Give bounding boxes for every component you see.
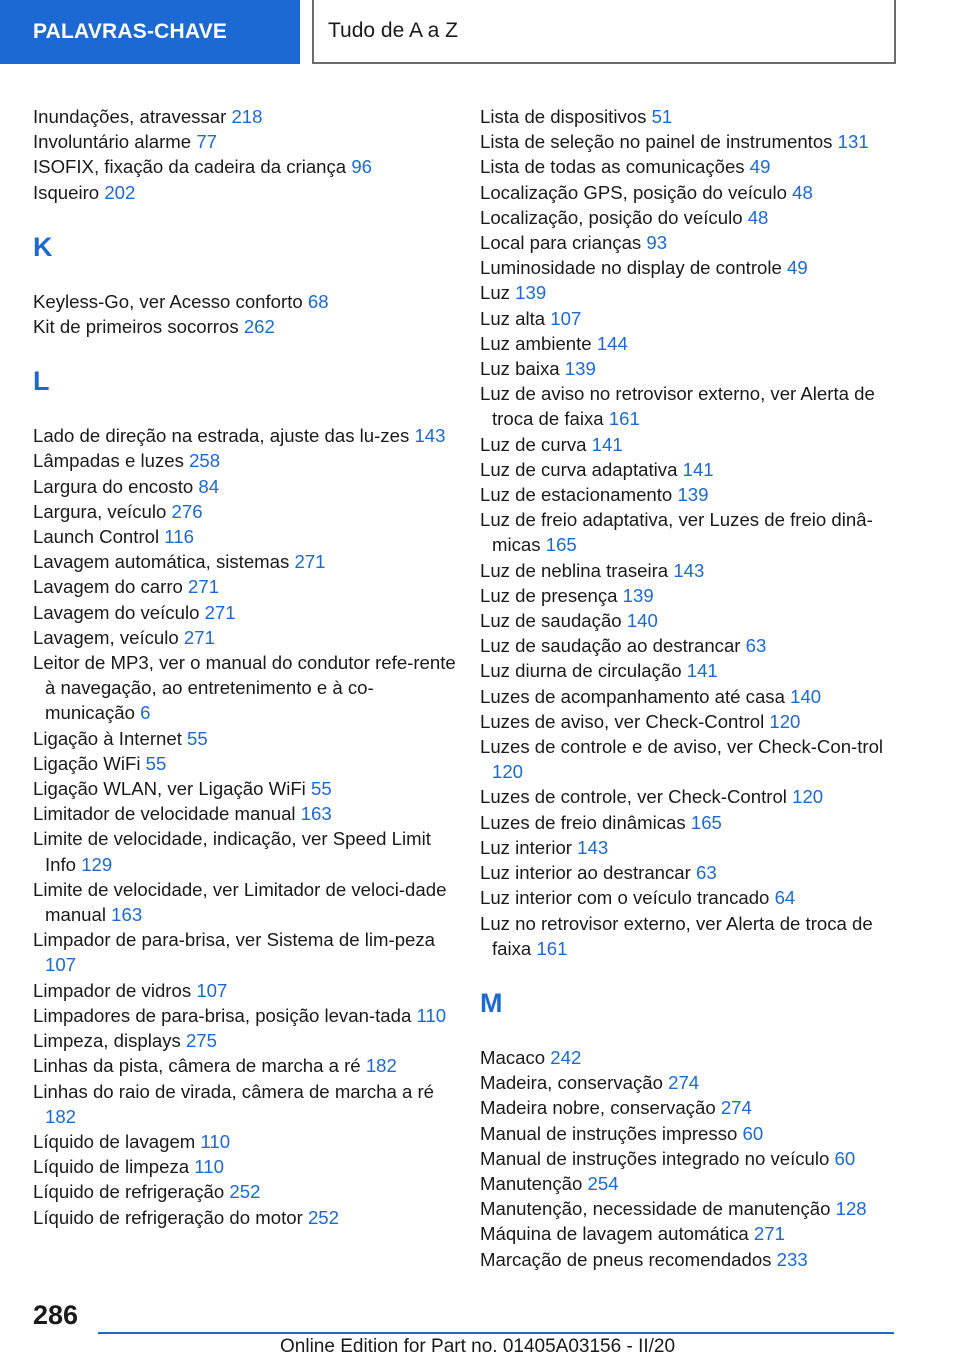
index-page-link[interactable]: 252	[229, 1181, 261, 1203]
index-page-link[interactable]: 165	[545, 534, 577, 556]
index-entry-text: Luz de saudação ao destrancar	[480, 635, 741, 657]
index-entry-text: Limite de velocidade, indicação, ver Speed Limit Info	[33, 828, 431, 875]
index-page-link[interactable]: 143	[577, 836, 609, 858]
index-entry	[480, 658, 890, 683]
index-entry	[33, 625, 463, 650]
index-page-link[interactable]: 110	[416, 1004, 447, 1026]
index-entry	[480, 381, 890, 431]
index-entry	[33, 448, 463, 473]
index-page-link[interactable]: 161	[608, 408, 640, 430]
index-page-link[interactable]: 262	[243, 316, 275, 338]
index-entry-text: Luz interior ao destrancar	[480, 862, 691, 884]
index-entry-text: Lâmpadas e luzes	[33, 450, 184, 472]
index-entry	[33, 877, 463, 927]
index-page-link[interactable]: 139	[622, 584, 654, 606]
index-entry-text: Largura, veículo	[33, 500, 167, 522]
index-page-link[interactable]: 120	[492, 761, 524, 783]
index-entry	[33, 776, 463, 801]
index-entry-text: Lista de seleção no painel de instrumentos	[480, 131, 833, 153]
index-entry-text: Manutenção, necessidade de manutenção	[480, 1198, 831, 1220]
index-entry-text: Lista de todas as comunicações	[480, 156, 745, 178]
index-page-link[interactable]: 274	[720, 1097, 752, 1119]
index-page-link[interactable]: 129	[81, 853, 113, 875]
index-entry-text: Luz de curva adaptativa	[480, 458, 678, 480]
index-entry-text: Luzes de aviso, ver Check-Control	[480, 710, 765, 732]
index-entry-text: Luz ambiente	[480, 332, 592, 354]
index-page-link[interactable]: 77	[196, 131, 217, 153]
index-entry-text: Linhas da pista, câmera de marcha a ré	[33, 1055, 361, 1077]
index-page-link[interactable]: 120	[792, 786, 824, 808]
index-page-link[interactable]: 55	[311, 778, 332, 800]
index-entry	[480, 860, 890, 885]
index-page-link[interactable]: 49	[749, 156, 771, 178]
index-page-link[interactable]: 163	[111, 904, 143, 926]
index-page-link[interactable]: 60	[834, 1147, 856, 1169]
index-page-link[interactable]: 271	[204, 601, 236, 623]
index-entry-text: Lado de direção na estrada, ajuste das lu-zes	[33, 425, 410, 447]
index-entry-text: Leitor de MP3, ver o manual do condutor refe-rente à navegação, ao entretenimento e à co-municação	[33, 652, 456, 724]
index-entry-text: Luz de freio adaptativa, ver Luzes de freio dinâ-micas	[480, 509, 873, 556]
index-page-link[interactable]: 271	[188, 576, 220, 598]
section-tab-label: PALAVRAS-CHAVE	[33, 20, 228, 43]
index-page-link[interactable]: 271	[183, 626, 215, 648]
index-entry	[33, 600, 463, 625]
page-number: 286	[33, 1300, 79, 1330]
index-entry-text: Involuntário alarme	[33, 131, 192, 153]
index-entry	[33, 726, 463, 751]
index-entry-text: Ligação WiFi	[33, 752, 141, 774]
index-entry	[480, 356, 890, 381]
index-page-link[interactable]: 110	[200, 1130, 231, 1152]
index-page-link[interactable]: 63	[696, 862, 717, 884]
page-header	[0, 0, 960, 66]
index-entry-text: Luminosidade no display de controle	[480, 257, 782, 279]
index-entry	[480, 558, 890, 583]
index-entry-text: Limpador de para-brisa, ver Sistema de lim-peza	[33, 929, 436, 951]
index-page-link[interactable]: 258	[189, 450, 221, 472]
index-entry-text: Luzes de freio dinâmicas	[480, 811, 686, 833]
index-entry	[480, 154, 890, 179]
index-entry-text: Macaco	[480, 1046, 546, 1068]
index-entry-text: Luz de neblina traseira	[480, 559, 669, 581]
index-entry	[33, 524, 463, 549]
index-entry	[480, 432, 890, 457]
index-entry	[33, 1154, 463, 1179]
index-entry	[480, 835, 890, 860]
index-entry-text: Localização, posição do veículo	[480, 206, 743, 228]
index-entry	[33, 1179, 463, 1204]
index-entry	[480, 810, 890, 835]
index-entry	[480, 1095, 890, 1120]
index-page-link[interactable]: 141	[682, 458, 714, 480]
index-page-link[interactable]: 252	[307, 1206, 339, 1228]
index-entry	[33, 927, 463, 977]
index-page-link[interactable]: 202	[104, 181, 136, 203]
index-entry	[480, 306, 890, 331]
index-entry	[480, 1221, 890, 1246]
index-page-link[interactable]: 182	[365, 1055, 397, 1077]
header-title: Tudo de A a Z	[328, 19, 458, 42]
index-page-link[interactable]: 128	[835, 1198, 867, 1220]
index-entry-text: Manutenção	[480, 1172, 583, 1194]
index-entry	[33, 180, 463, 205]
index-entry-text: Luz de saudação	[480, 610, 622, 632]
index-entry	[33, 978, 463, 1003]
index-entry	[480, 684, 890, 709]
index-entry-text: Ligação WLAN, ver Ligação WiFi	[33, 778, 306, 800]
index-entry	[480, 1247, 890, 1272]
index-entry-text: Lavagem automática, sistemas	[33, 551, 290, 573]
footer-divider	[98, 1332, 894, 1334]
index-entry-text: Luz interior com o veículo trancado	[480, 887, 770, 909]
index-page-link[interactable]: 63	[745, 635, 767, 657]
index-page-link[interactable]: 140	[626, 610, 658, 632]
index-entry-text: Luz de curva	[480, 433, 587, 455]
index-entry-text: Líquido de lavagem	[33, 1130, 196, 1152]
index-entry	[33, 423, 463, 448]
index-entry	[480, 1196, 890, 1221]
section-letter: K	[33, 231, 53, 262]
index-entry-text: Keyless-Go, ver Acesso conforto	[33, 290, 303, 312]
index-page-link[interactable]: 116	[164, 526, 194, 548]
index-entry	[480, 457, 890, 482]
index-entry	[480, 104, 890, 129]
index-entry	[480, 583, 890, 608]
index-page-link[interactable]: 139	[515, 282, 547, 304]
index-entry	[480, 1171, 890, 1196]
index-page-link[interactable]: 139	[564, 358, 596, 380]
index-entry	[33, 1028, 463, 1053]
index-page-link[interactable]: 96	[351, 156, 373, 178]
index-entry-text: Luz	[480, 282, 510, 304]
index-entry-text: Lavagem do veículo	[33, 601, 200, 623]
index-entry	[480, 230, 890, 255]
index-page-link[interactable]: 140	[790, 685, 822, 707]
footer-edition-text: Online Edition for Part no. 01405A03156 - II/20	[280, 1336, 676, 1357]
index-entry-text: Isqueiro	[33, 181, 100, 203]
index-entry	[480, 280, 890, 305]
index-entry	[33, 751, 463, 776]
index-entry	[480, 129, 890, 154]
index-entry	[480, 608, 890, 633]
index-entry	[480, 734, 890, 784]
index-page-link[interactable]: 48	[747, 206, 769, 228]
index-entry	[33, 1053, 463, 1078]
index-entry	[33, 801, 463, 826]
index-page-link[interactable]: 120	[769, 710, 801, 732]
index-entry-text: Luz baixa	[480, 358, 560, 380]
index-entry	[480, 482, 890, 507]
index-entry	[480, 180, 890, 205]
index-entry	[33, 1003, 463, 1028]
index-entry	[480, 205, 890, 230]
index-entry-text: Localização GPS, posição do veículo	[480, 181, 787, 203]
index-page-link[interactable]: 254	[587, 1172, 619, 1194]
index-entry-text: Luz diurna de circulação	[480, 660, 682, 682]
index-entry-text: Luz no retrovisor externo, ver Alerta de troca de faixa	[480, 912, 873, 959]
index-page-link[interactable]: 163	[300, 803, 332, 825]
index-page-link[interactable]: 93	[646, 232, 668, 254]
index-entry-text: Madeira nobre, conservação	[480, 1097, 716, 1119]
index-page-link[interactable]: 68	[307, 290, 329, 312]
index-page-link[interactable]: 51	[651, 106, 673, 127]
index-page-link[interactable]: 271	[294, 551, 326, 573]
section-letter: L	[33, 366, 50, 397]
index-column-right	[480, 104, 890, 1272]
index-entry	[480, 331, 890, 356]
index-entry	[480, 1121, 890, 1146]
index-entry-text: Líquido de refrigeração do motor	[33, 1206, 303, 1228]
index-entry-text: Launch Control	[33, 526, 160, 548]
index-entry	[480, 911, 890, 961]
index-entry-text: Limpador de vidros	[33, 979, 192, 1001]
index-entry-text: Lavagem, veículo	[33, 626, 179, 648]
index-page-link[interactable]: 276	[171, 500, 203, 522]
index-page-link[interactable]: 271	[753, 1223, 785, 1245]
index-page-link[interactable]: 182	[45, 1105, 77, 1127]
index-entry	[33, 289, 463, 314]
index-page-link[interactable]: 84	[198, 475, 220, 497]
index-entry-text: Linhas do raio de virada, câmera de marcha a ré	[33, 1080, 435, 1102]
index-page-link[interactable]: 60	[742, 1122, 764, 1144]
index-entry-text: Ligação à Internet	[33, 727, 182, 749]
index-entry	[480, 1070, 890, 1095]
index-entry	[33, 474, 463, 499]
index-page-link[interactable]: 49	[787, 257, 808, 279]
section-tab[interactable]	[0, 0, 300, 64]
index-entry-text: Líquido de refrigeração	[33, 1181, 225, 1203]
index-entry-text: Inundações, atravessar	[33, 106, 227, 127]
index-page-link[interactable]: 110	[194, 1156, 224, 1178]
index-entry	[33, 1129, 463, 1154]
index-entry	[33, 826, 463, 876]
index-entry-text: ISOFIX, fixação da cadeira da criança	[33, 156, 347, 178]
index-entry	[33, 154, 463, 179]
index-entry	[33, 574, 463, 599]
index-entry-text: Manual de instruções impresso	[480, 1122, 738, 1144]
index-entry-text: Local para crianças	[480, 232, 642, 254]
index-page-link[interactable]: 107	[550, 307, 582, 329]
index-entry	[480, 507, 890, 557]
index-entry	[480, 1045, 890, 1070]
index-page-link[interactable]: 48	[792, 181, 813, 203]
index-entry	[33, 650, 463, 726]
index-entry	[33, 314, 463, 339]
index-page-link[interactable]: 139	[677, 484, 709, 506]
index-page-link[interactable]: 143	[673, 559, 705, 581]
index-entry-text: Máquina de lavagem automática	[480, 1223, 749, 1245]
section-letter: M	[480, 987, 503, 1018]
index-entry	[33, 549, 463, 574]
index-page-link[interactable]: 107	[196, 979, 228, 1001]
index-page-link[interactable]: 55	[187, 727, 208, 749]
index-entry-text: Líquido de limpeza	[33, 1156, 190, 1178]
index-entry-text: Manual de instruções integrado no veículo	[480, 1147, 830, 1169]
index-entry	[480, 709, 890, 734]
index-entry	[33, 104, 463, 129]
index-entry	[480, 1146, 890, 1171]
index-page-link[interactable]: 218	[231, 106, 263, 127]
index-page-link[interactable]: 6	[140, 702, 151, 724]
index-entry-text: Lista de dispositivos	[480, 106, 647, 127]
index-entry-text: Luz alta	[480, 307, 546, 329]
index-entry	[480, 784, 890, 809]
index-entry	[480, 633, 890, 658]
index-page-link[interactable]: 107	[45, 954, 77, 976]
index-entry	[480, 255, 890, 280]
index-entry-text: Limpeza, displays	[33, 1030, 181, 1052]
index-column-left	[33, 104, 463, 1230]
index-entry-text: Luzes de controle e de aviso, ver Check-Con-trol	[480, 736, 884, 758]
index-page-link[interactable]: 144	[596, 332, 628, 354]
index-entry-text: Marcação de pneus recomendados	[480, 1248, 772, 1270]
index-entry	[33, 1205, 463, 1230]
index-entry-text: Madeira, conservação	[480, 1072, 663, 1094]
index-entry	[480, 885, 890, 910]
index-page-link[interactable]: 143	[414, 425, 446, 447]
index-entry-text: Lavagem do carro	[33, 576, 183, 598]
index-entry-text: Kit de primeiros socorros	[33, 316, 239, 338]
index-page-link[interactable]: 64	[774, 887, 796, 909]
index-entry-text: Luz de aviso no retrovisor externo, ver Alerta de troca de faixa	[480, 383, 875, 430]
index-page-link[interactable]: 131	[837, 131, 869, 153]
index-page-link[interactable]: 242	[550, 1046, 582, 1068]
index-entry-text: Limitador de velocidade manual	[33, 803, 296, 825]
index-page-link[interactable]: 274	[668, 1072, 700, 1094]
index-entry	[33, 1079, 463, 1129]
index-entry-text: Limite de velocidade, ver Limitador de veloci-dade manual	[33, 878, 447, 926]
index-entry-text: Luzes de acompanhamento até casa	[480, 685, 785, 707]
index-entry-text: Luz de presença	[480, 584, 618, 606]
index-entry-text: Largura do encosto	[33, 475, 194, 497]
index-page-link[interactable]: 55	[145, 752, 167, 774]
index-entry-text: Luz de estacionamento	[480, 484, 673, 506]
index-page-link[interactable]: 141	[591, 433, 623, 455]
index-page-link[interactable]: 275	[185, 1030, 217, 1052]
index-page-link[interactable]: 141	[686, 660, 718, 682]
index-entry-text: Luz interior	[480, 836, 572, 858]
index-page-link[interactable]: 233	[776, 1248, 808, 1270]
index-entry	[33, 129, 463, 154]
header-title-box	[312, 0, 896, 64]
index-entry	[33, 499, 463, 524]
index-page-link[interactable]: 161	[536, 937, 568, 959]
index-entry-text: Luzes de controle, ver Check-Control	[480, 786, 787, 808]
index-page-link[interactable]: 165	[690, 811, 722, 833]
index-entry-text: Limpadores de para-brisa, posição levan-tada	[33, 1004, 412, 1026]
